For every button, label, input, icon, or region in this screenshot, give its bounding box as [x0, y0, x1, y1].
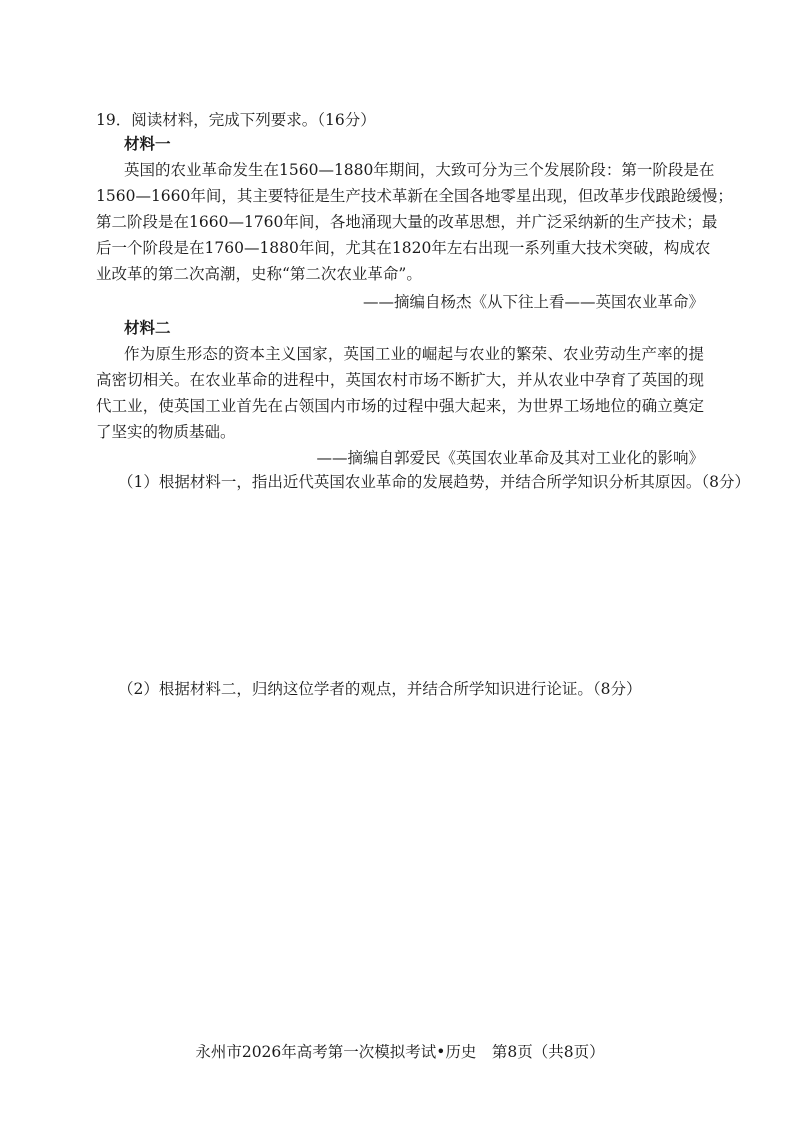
sub-question-2: （2）根据材料二，归纳这位学者的观点，并结合所学知识进行论证。（8分） [118, 680, 642, 698]
question-header: 19．阅读材料，完成下列要求。（16分） [96, 111, 376, 129]
page-footer: 永州市2026年高考第一次模拟考试•历史 第8页（共8页） [195, 1043, 605, 1061]
material1-line-4: 后一个阶段是在1760—1880年间，尤其在1820年左右出现一系列重大技术突破，构成农 [96, 239, 711, 257]
material1-line-1: 英国的农业革命发生在1560—1880年期间，大致可分为三个发展阶段：第一阶段是在 [124, 161, 715, 179]
material2-line-4: 了坚实的物质基础。 [96, 423, 236, 441]
material2-line-3: 代工业，使英国工业首先在占领国内市场的过程中强大起来，为世界工场地位的确立奠定 [96, 397, 704, 415]
material1-title: 材料一 [124, 134, 171, 153]
material2-source: ——摘编自郭爱民《英国农业革命及其对工业化的影响》 [316, 449, 704, 467]
material1-line-2: 1560—1660年间，其主要特征是生产技术革新在全国各地零星出现，但改革步伐踉跄缓慢； [96, 187, 733, 205]
material1-line-3: 第二阶段是在1660—1760年间，各地涌现大量的改革思想，并广泛采纳新的生产技术；最 [96, 213, 718, 231]
material2-line-2: 高密切相关。在农业革命的进程中，英国农村市场不断扩大，并从农业中孕育了英国的现 [96, 371, 704, 389]
material2-line-1: 作为原生形态的资本主义国家，英国工业的崛起与农业的繁荣、农业劳动生产率的提 [124, 345, 704, 363]
sub-question-1: （1）根据材料一，指出近代英国农业革命的发展趋势，并结合所学知识分析其原因。（8分） [118, 473, 750, 491]
material2-title: 材料二 [124, 318, 171, 337]
material1-line-5: 业改革的第二次高潮，史称“第二次农业革命”。 [96, 265, 422, 283]
material1-source: ——摘编自杨杰《从下往上看——英国农业革命》 [362, 293, 704, 311]
